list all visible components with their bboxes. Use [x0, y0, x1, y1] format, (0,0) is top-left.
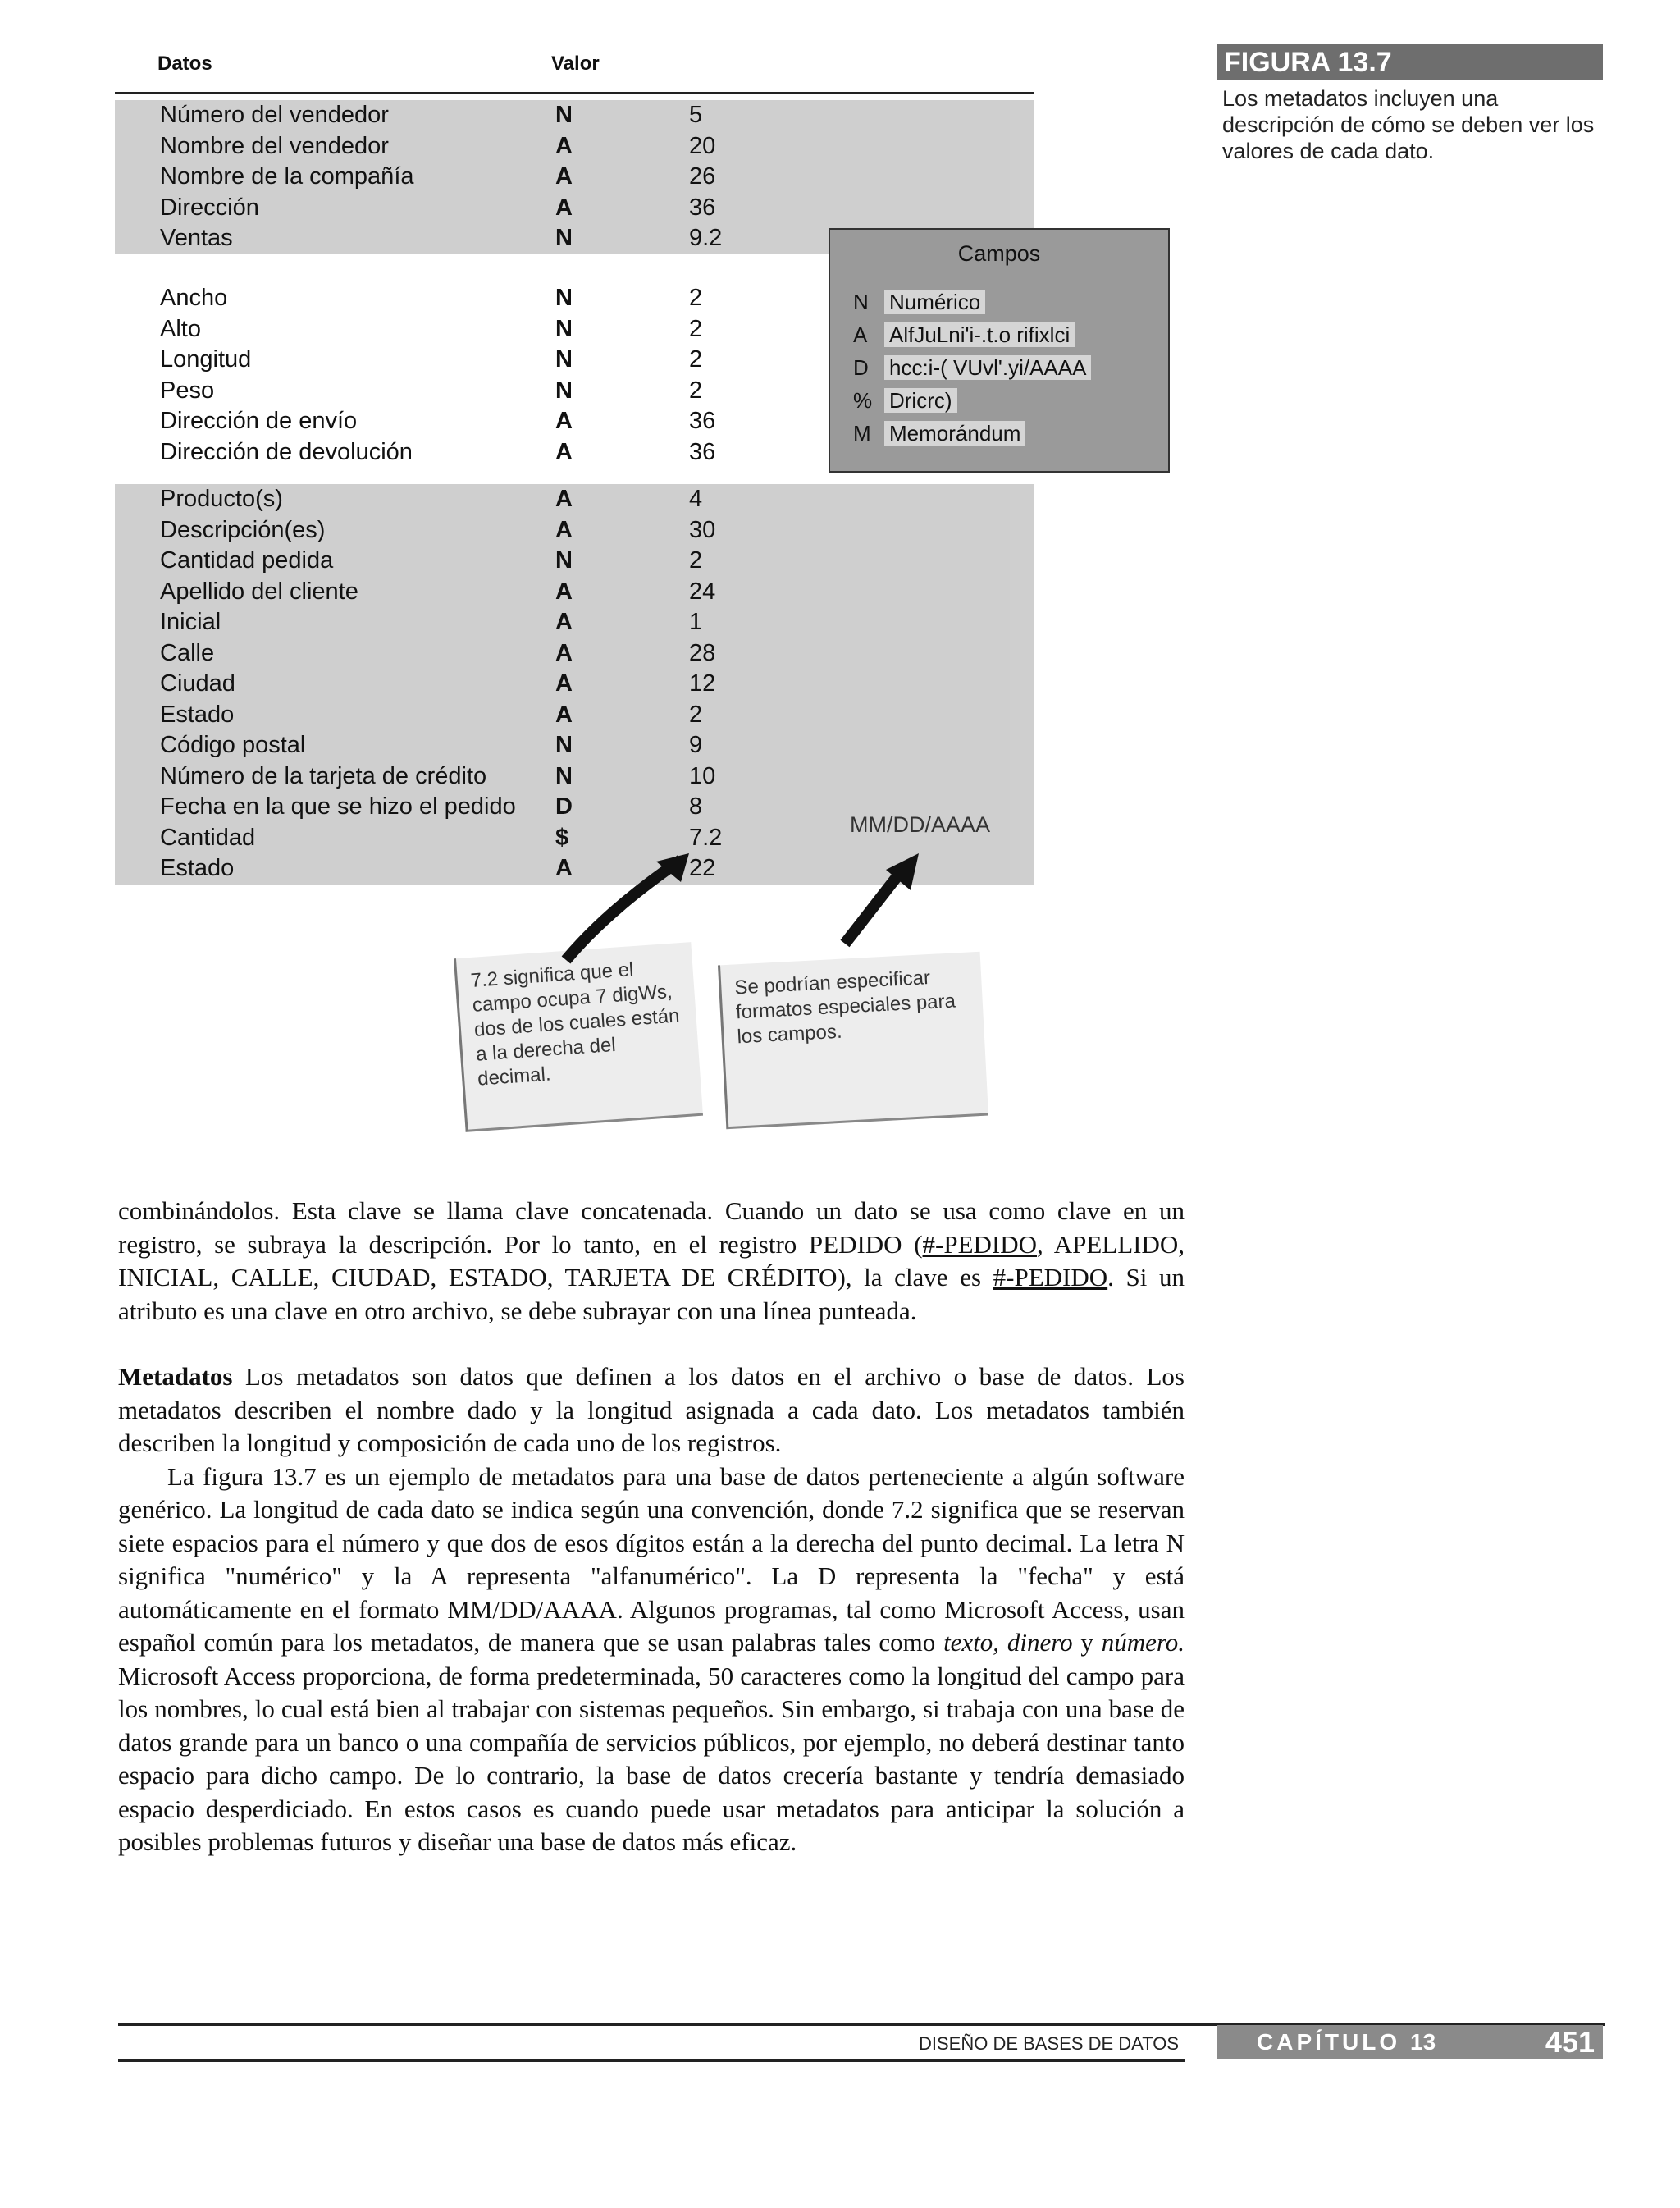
field-length: 30	[689, 516, 716, 543]
campos-item	[853, 287, 985, 317]
field-length: 4	[689, 486, 703, 512]
table-row	[115, 100, 1034, 131]
field-length: 2	[689, 377, 703, 404]
footer-chapter-tab	[1217, 2025, 1603, 2059]
key-underlined: #-PEDIDO	[993, 1263, 1108, 1291]
column-header-datos: Datos	[158, 53, 212, 75]
table-row	[115, 577, 1034, 608]
campos-label: Memorándum	[884, 421, 1025, 446]
campos-item	[853, 320, 1075, 350]
text-span: y	[1072, 1628, 1102, 1657]
field-length: 2	[689, 285, 703, 311]
field-type: A	[555, 670, 573, 697]
page-number: 451	[1545, 2025, 1595, 2059]
field-length: 2	[689, 315, 703, 342]
campos-code: N	[853, 290, 869, 314]
table-row	[115, 761, 1034, 793]
field-length: 9	[689, 732, 703, 758]
field-name: Producto(s)	[160, 486, 283, 512]
field-length: 22	[689, 855, 716, 881]
field-type: N	[555, 346, 573, 373]
field-name: Dirección	[160, 194, 259, 221]
header-rule	[115, 92, 1034, 94]
field-length: 10	[689, 762, 716, 789]
field-name: Cantidad	[160, 824, 256, 851]
field-name: Cantidad pedida	[160, 547, 334, 574]
campos-legend	[829, 228, 1170, 473]
campos-item	[853, 353, 1091, 382]
table-row	[115, 700, 1034, 731]
field-type: A	[555, 578, 573, 605]
field-name: Estado	[160, 701, 235, 728]
field-length: 24	[689, 578, 716, 605]
field-name: Número del vendedor	[160, 102, 389, 128]
field-name: Código postal	[160, 732, 306, 758]
field-type: A	[555, 163, 573, 190]
table-row	[115, 484, 1034, 515]
italic-term: texto, dinero	[943, 1628, 1073, 1657]
campos-label: hcc:i-( VUvl'.yi/AAAA	[884, 355, 1091, 380]
table-row	[115, 193, 1034, 224]
campos-item	[853, 386, 957, 415]
footer-rule	[118, 2059, 1185, 2062]
campos-code: M	[853, 421, 871, 446]
figure-caption: Los metadatos incluyen una descripción de cómo se deben ver los valores de cada dato.	[1222, 86, 1595, 163]
field-type: N	[555, 732, 573, 758]
field-name: Ventas	[160, 225, 233, 251]
field-name: Descripción(es)	[160, 516, 326, 543]
formats-note: Se podrían especificar formatos especiales para los campos.	[718, 952, 988, 1129]
field-length: 20	[689, 132, 716, 159]
field-name: Peso	[160, 377, 215, 404]
field-length: 5	[689, 102, 703, 128]
campos-code: %	[853, 388, 873, 413]
campos-item	[853, 418, 1025, 448]
arrow-icon	[829, 845, 935, 952]
table-row	[115, 546, 1034, 577]
field-type: A	[555, 194, 573, 221]
field-length: 2	[689, 346, 703, 373]
table-row	[115, 131, 1034, 162]
section-heading: Metadatos	[118, 1362, 233, 1391]
arrow-icon	[558, 845, 697, 968]
field-name: Fecha en la que se hizo el pedido	[160, 793, 516, 820]
field-name: Nombre del vendedor	[160, 132, 389, 159]
field-type: N	[555, 377, 573, 404]
field-length: 2	[689, 547, 703, 574]
text-span: . Si un atributo es una clave en otro archivo, se debe subrayar con una línea punteada.	[118, 1263, 1185, 1325]
campos-title: Campos	[957, 241, 1041, 266]
figure-label: FIGURA 13.7	[1217, 44, 1603, 80]
campos-label: Dricrc)	[884, 388, 957, 413]
column-header-valor: Valor	[551, 53, 600, 75]
campos-code: A	[853, 322, 868, 347]
campos-code: D	[853, 355, 869, 380]
italic-term: número.	[1101, 1628, 1185, 1657]
field-type: A	[555, 516, 573, 543]
table-row	[115, 515, 1034, 546]
field-type: A	[555, 486, 573, 512]
date-format-note: MM/DD/AAAA	[850, 812, 991, 837]
paragraph-2	[118, 1360, 1185, 1461]
field-type: A	[555, 855, 573, 881]
chapter-label: CAPÍTULO	[1257, 2029, 1401, 2055]
text-span: , APELLIDO, INICIAL, CALLE, CIUDAD, ESTADO, TARJETA DE CRÉDITO), la clave es	[118, 1229, 1185, 1291]
field-name: Apellido del cliente	[160, 578, 358, 605]
text-span: La figura 13.7 es un ejemplo de metadatos para una base de datos perteneciente a algún software genérico. La longitud de cada dato se indica según una convención, donde 7.2 significa que se reservan siete espacios para el número y que dos de esos dígitos están a la derecha del punto decimal. La letra N significa "numérico" y la A representa "alfanumérico". La D representa la "fecha" y está automáticamente en el formato MM/DD/AAAA. Algunos programas, tal como Microsoft Access, usan español común para los metadatos, de manera que se usan palabras tales como	[118, 1461, 1185, 1657]
field-name: Nombre de la compañía	[160, 163, 414, 190]
field-name: Ancho	[160, 285, 228, 311]
campos-label: AlfJuLni'i-.t.o rifixlci	[884, 322, 1075, 347]
field-type: A	[555, 701, 573, 728]
table-row	[115, 730, 1034, 761]
field-length: 8	[689, 793, 703, 820]
field-length: 36	[689, 194, 716, 221]
field-name: Longitud	[160, 346, 252, 373]
field-type: A	[555, 639, 573, 666]
field-type: A	[555, 609, 573, 635]
field-length: 7.2	[689, 824, 723, 851]
field-name: Ciudad	[160, 670, 235, 697]
text-span: combinándolos. Esta clave se llama clave concatenada. Cuando un dato se usa como clave en un registro, se subraya la descripción. Por lo tanto, en el registro PEDIDO (	[118, 1196, 1185, 1259]
field-length: 36	[689, 408, 716, 434]
decimal-note: 7.2 significa que el campo ocupa 7 digWs, dos de los cuales están a la derecha del decimal.	[454, 942, 703, 1132]
paragraph-1	[118, 1195, 1185, 1328]
field-type: A	[555, 408, 573, 434]
field-length: 9.2	[689, 225, 723, 251]
field-name: Dirección de devolución	[160, 438, 413, 465]
field-type: A	[555, 132, 573, 159]
field-type: A	[555, 438, 573, 465]
table-row	[115, 607, 1034, 638]
key-underlined: #-PEDIDO	[922, 1229, 1038, 1259]
field-length: 1	[689, 609, 703, 635]
field-type: N	[555, 762, 573, 789]
field-type: N	[555, 225, 573, 251]
field-type: $	[555, 824, 569, 851]
field-name: Número de la tarjeta de crédito	[160, 762, 487, 789]
field-type: D	[555, 793, 573, 820]
field-type: N	[555, 102, 573, 128]
footer-section: DISEÑO DE BASES DE DATOS	[919, 2033, 1180, 2054]
table-row	[115, 162, 1034, 193]
field-name: Dirección de envío	[160, 408, 358, 434]
text-span: Microsoft Access proporciona, de forma predeterminada, 50 caracteres como la longitud del campo para los nombres, lo cual está bien al trabajar con sistemas pequeños. Sin embargo, si trabaja con una base de datos grande para un banco o una compañía de servicios públicos, por ejemplo, no deberá destinar tanto espacio para dicho campo. De lo contrario, la base de datos crecería bastante y tendría demasiado espacio desperdiciado. En estos casos es cuando puede usar metadatos para anticipar la solución a posibles problemas futuros y diseñar una base de datos más eficaz.	[118, 1661, 1185, 1856]
table-row	[115, 669, 1034, 700]
table-row	[115, 638, 1034, 670]
field-length: 2	[689, 701, 703, 728]
campos-label: Numérico	[884, 290, 985, 314]
chapter-number: 13	[1410, 2029, 1436, 2055]
field-name: Inicial	[160, 609, 221, 635]
field-length: 28	[689, 639, 716, 666]
field-name: Alto	[160, 315, 201, 342]
body-text	[118, 1195, 1185, 1859]
field-name: Calle	[160, 639, 215, 666]
field-type: N	[555, 315, 573, 342]
field-length: 36	[689, 438, 716, 465]
paragraph-3	[118, 1461, 1185, 1859]
field-length: 26	[689, 163, 716, 190]
text-span: Los metadatos son datos que definen a los datos en el archivo o base de datos. Los metadatos describen el nombre dado y la longitud asignada a cada dato. Los metadatos también describen la longitud y composición de cada uno de los registros.	[118, 1362, 1185, 1457]
field-type: N	[555, 285, 573, 311]
field-name: Estado	[160, 855, 235, 881]
field-type: N	[555, 547, 573, 574]
field-length: 12	[689, 670, 716, 697]
